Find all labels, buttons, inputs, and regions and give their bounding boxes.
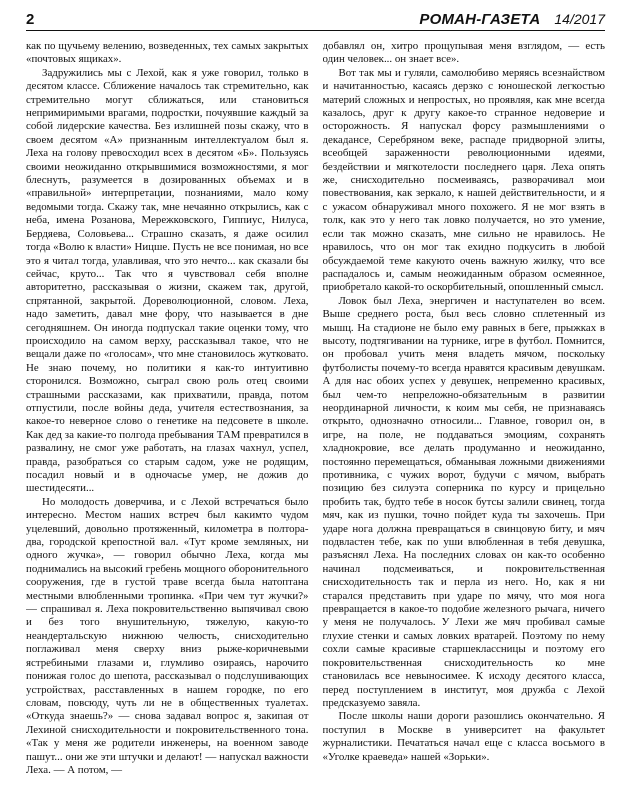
page-number: 2	[26, 11, 35, 28]
paragraph: Вот так мы и гуляли, самолюбиво меряясь всезнайством и начитанностью, касаясь дерзко с юношеской легкостью материй сложных и непростых, но проявляя, как мне всегда казалось, друг к другу какое-то странное недоверие и осторожность. Я напускал форсу размышлениями о декадансе, Серебряном веке, распаде придворной элиты, всеобщей зараженности революционными идеями, бездействии и мягкотелости последнего царя. Леха опять же, снисходительно посмеиваясь, разворачивал мои повествования, как зеркало, к нашей действительности, и я с ужасом обнаруживал много похожего. Я не мог взять в толк, как это у него так ловко получается, но это умение, если так можно сказать, мне сильно не нравилось. Не нравилось, что он мог так ехидно подкусить в любой обсуждаемой теме какуюто очень важную жилку, что все распадалось и, самым неожиданным образом осмеянное, приобретало какой-то оскорбительный, опошленный смысл.	[322, 66, 605, 294]
magazine-title: РОМАН-ГАЗЕТА	[419, 11, 541, 28]
left-column	[26, 40, 309, 792]
issue-number: 14/2017	[554, 11, 605, 27]
paragraph: Задружились мы с Лехой, как я уже говорил, только в десятом классе. Сближение началось так стремительно, как стремительно могут сближаться, или становиться непримиримыми врагами, подростки, почуявшие каждый за собой лидерские качества. Без излишней позы скажу, что в своем десятом «А» признанным интеллектуалом был я. Леха на голову превосходил всех в десятом «Б». Пользуясь своими неожиданно открывшимися возможностями, я мог блеснуть, разумеется в дозированных объемах и в «правильной» интерпретации, познаниями, мало кому ведомыми тогда. Скажу так, мне нечаянно открылись, как с неба, имена Розанова, Мережковского, Гиппиус, Нилуса, Бердяева, Соловьева... Страшно сказать, я даже осилил тогда «Волю к власти» Ницше. Пусть не все понимая, но все это я читал тогда, улавливая, что это нечто... как сказали бы сейчас, круто... Так что я чувствовал себя вполне авторитетно, рассказывая о жизни, скажем так, другой, спрятанной, закрытой. Дореволюционной, словом. Леха, надо заметить, давал мне фору, что называется в дне сегодняшнем. Он иногда подпускал такие оценки тому, что происходило на самом верху, рассказывал такое, что не вещали даже по «голосам», что мне становилось жутковато. Не знаю почему, но политики я как-то интуитивно сторонился. Возможно, сыграл свою роль отец своими страшными рассказами, как прихватили, правда, потом отпустили, после войны деда, учителя естествознания, за какое-то неверное слово о генетике на педсовете в школе. Как дед за какие-то полгода пребывания ТАМ превратился в развалину, не смог уже работать, на глазах чахнул, успел, правда, разобраться со старым садом, уже не родящим, посадил новый и в одночасье умер, не дожив до шестидесяти...	[26, 66, 309, 495]
paragraph: добавлял он, хитро прощупывая меня взглядом, — есть один человек... он знает все».	[322, 40, 605, 66]
paragraph: Но молодость доверчива, и с Лехой встречаться было интересно. Местом наших встреч был какимто чудом уцелевший, довольно протяженный, километра в полтора-два, городской крепостной вал. «Тут кроме земляных, ни одного жучка», — говорил обычно Леха, когда мы поднимались на высокий гребень мощного оборонительного сооружения, где в густой траве всегда была натоптана местными влюбленными тропинка. «При чем тут жучки?» — спрашивал я. Леха покровительственно выпячивал свою и без того внушительную, тяжелую, какую-то неандертальскую нижнюю челюсть, снисходительно поглаживал меня сверху вниз рыже-коричневыми ястребиными глазами и, глумливо озираясь, нарочито понижая голос до шепота, рассказывал о подслушивающих устройствах, расставленных в нашем городке, по его словам, повсюду, чуть ли не в общественных туалетах. «Откуда знаешь?» — снова задавал вопрос я, закипая от Лехиной снисходительности и покровительственного тона. «Так у меня же родители инженеры, на военном заводе пашут... они же эти штучки и делают! — напускал важности Леха. — А потом, —	[26, 495, 309, 776]
paragraph: После школы наши дороги разошлись окончательно. Я поступил в Москве в университет на факультет журналистики. Печататься начал еще с класса восьмого в «Уголке краеведа» нашей «Зорьки».	[322, 710, 605, 763]
article-body	[26, 40, 605, 792]
paragraph: Ловок был Леха, энергичен и наступателен во всем. Выше среднего роста, был весь словно сплетенный из мышц. На стадионе не было ему равных в беге, прыжках в высоту, подтягивании на турнике, игре в футбол. Помнится, он пробовал учить меня владеть мячом, поскольку футболисты почему-то всегда нравятся красивым девушкам. А для нас обоих успех у девушек, непременно красивых, был чем-то непреложно-обязательным в развитии неординарной личности, к коим мы себя, не признаваясь открыто, однозначно относили... Главное, говорил он, в игре, на поле, не поддаваться эмоциям, сохранять хладнокровие, все делать продуманно и неожиданно, постоянно перемещаться, обманывая ложными движениями противника, с чужих ворот, будучи с мячом, выбрать позицию без силуэта соперника по курсу и прицельно пробить так, будто тебе в носок бутсы залили свинец, тогда мяч, как из пушки, точно пойдет куда ты захочешь. При ударе нога должна превращаться в свинцовую биту, и мяч подвластен тебе, как по уши влюбленная в тебя девушка, разъяснял Леха. На последних словах он как-то особенно начинал подсмеиваться, и покровительственная снисходительность так и перла из него. Но, как я ни старался представить при ударе по мячу, что моя нога превращается в какое-то подобие железного рычага, ничего у меня не получалось. У Лехи же мяч пробивал самые глухие стенки и самых ловких вратарей. Поэтому по нему сохли самые красивые старшеклассницы и поэтому его покровительственная снисходительность ко мне становилась все невыносимее. К исходу десятого класса, перед поступлением в институт, моя дружба с Лехой предсказуемо завяла.	[322, 294, 605, 709]
right-column	[323, 40, 606, 792]
paragraph: как по щучьему велению, возведенных, тех самых закрытых «почтовых ящиках».	[26, 40, 309, 66]
running-header	[419, 11, 605, 30]
page-header	[26, 8, 605, 31]
